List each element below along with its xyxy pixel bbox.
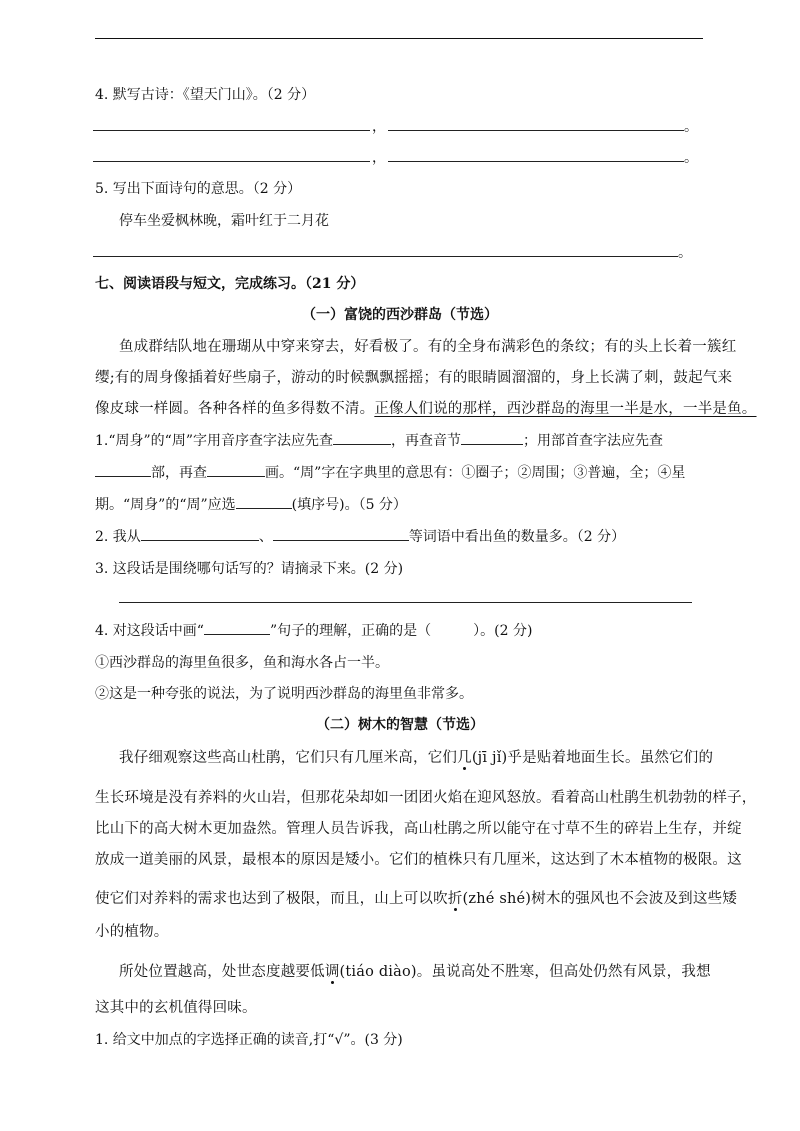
p-text: 使它们对养料的需求也达到了极限，而且，山上可以吹 bbox=[95, 891, 448, 907]
passage2-line: 小的植物。 bbox=[95, 924, 169, 940]
p-text: 树木的强风也不会波及到这些矮 bbox=[531, 891, 737, 907]
comma: ， bbox=[372, 119, 386, 135]
passage2-line: 比山下的高大树木更加盎然。管理人员告诉我，高山杜鹃之所以能守在寸草不生的碎岩上生存，并绽 bbox=[95, 821, 742, 837]
dotted-char: 几 bbox=[457, 750, 472, 766]
p2-q1-label: 1. 给文中加点的字选择正确的读音,打“√”。(3 分) bbox=[95, 1032, 403, 1048]
q-text: 2. 我从 bbox=[95, 529, 141, 545]
period: 。 bbox=[684, 119, 698, 135]
passage1-title: （一）富饶的西沙群岛（节选） bbox=[302, 307, 498, 323]
fill-blank[interactable] bbox=[461, 430, 523, 445]
section-heading: 七、阅读语段与短文，完成练习。（21 分） bbox=[95, 276, 365, 292]
passage2-line bbox=[95, 887, 737, 908]
option-1: ①西沙群岛的海里鱼很多，鱼和海水各占一半。 bbox=[95, 655, 389, 671]
period: 。 bbox=[678, 245, 692, 261]
q-text: 等词语中看出鱼的数量多。（2 分） bbox=[408, 529, 626, 545]
pinyin-choice[interactable]: (tiáo diào) bbox=[339, 964, 417, 980]
q-text: ）。(2 分) bbox=[473, 623, 533, 639]
q-text: ；用部首查字法应先查 bbox=[523, 433, 663, 449]
answer-line[interactable] bbox=[388, 130, 684, 131]
p-text: 乎是贴着地面生长。虽然它们的 bbox=[507, 750, 714, 766]
fill-blank[interactable] bbox=[207, 462, 265, 477]
q-text: (填序号)。（5 分） bbox=[291, 497, 407, 513]
q-text: 1.“周身”的“周”字用音序查字法应先查 bbox=[95, 433, 333, 449]
dotted-char: 折 bbox=[447, 891, 463, 907]
underlined-sentence: 正像人们说的那样，西沙群岛的海里一半是水，一半是鱼。 bbox=[374, 401, 757, 417]
p1-q4-line bbox=[95, 620, 532, 640]
q-text: 画。“周”字在字典里的意思有：①圈子；②周围；③普遍，全；④星 bbox=[265, 465, 686, 481]
passage1-line: 鱼成群结队地在珊瑚从中穿来穿去，好看极了。有的全身布满彩色的条纹；有的头上长着一簇红 bbox=[119, 339, 737, 355]
q5-poem: 停车坐爱枫林晚，霜叶红于二月花 bbox=[119, 213, 329, 229]
passage1-text: 像皮球一样圆。各种各样的鱼多得数不清。 bbox=[95, 401, 375, 417]
fill-blank[interactable] bbox=[141, 526, 259, 541]
q-text: 部，再查 bbox=[151, 465, 207, 481]
p1-q3-label: 3. 这段话是围绕哪句话写的？请摘录下来。(2 分) bbox=[95, 561, 404, 577]
answer-line[interactable] bbox=[119, 602, 692, 603]
p-text: 所处位置越高，处世态度越要低 bbox=[119, 964, 325, 980]
answer-line[interactable] bbox=[93, 161, 370, 162]
fill-blank bbox=[204, 620, 270, 635]
p1-q1-line bbox=[95, 462, 685, 482]
q-text: 4. 对这段话中画“ bbox=[95, 623, 204, 639]
fill-blank[interactable] bbox=[273, 526, 409, 541]
passage2-line bbox=[119, 746, 713, 767]
passage2-line bbox=[119, 960, 711, 981]
q-text: 、 bbox=[258, 529, 273, 545]
pinyin-choice[interactable]: (zhé shé) bbox=[462, 891, 532, 907]
fill-blank[interactable] bbox=[95, 462, 151, 477]
p1-q2-line bbox=[95, 526, 625, 546]
passage2-line: 生长环境是没有养料的火山岩，但那花朵却如一团团火焰在迎风怒放。看着高山杜鹃生机勃勃的样子， bbox=[95, 790, 757, 806]
passage2-line: 放成一道美丽的风景，最根本的原因是矮小。它们的植株只有几厘米，这达到了木本植物的极限。这 bbox=[95, 852, 742, 868]
header-rule bbox=[95, 38, 703, 39]
period: 。 bbox=[684, 150, 698, 166]
p-text: 。虽说高处不胜寒，但高处仍然有风景，我想 bbox=[416, 964, 711, 980]
q-text: ，再查音节 bbox=[391, 433, 461, 449]
q5-label: 5. 写出下面诗句的意思。（2 分） bbox=[95, 181, 302, 197]
answer-line[interactable] bbox=[388, 161, 684, 162]
p-text: 我仔细观察这些高山杜鹃，它们只有几厘米高，它们 bbox=[119, 750, 458, 766]
q-text: ”句子的理解，正确的是（ bbox=[269, 623, 432, 639]
dotted-char: 调 bbox=[324, 964, 340, 980]
q-text: 期。“周身”的“周”应选 bbox=[95, 497, 236, 513]
p1-q1-line bbox=[95, 494, 407, 514]
passage1-line: 缨;有的周身像插着好些扇子，游动的时候飘飘摇摇；有的眼睛圆溜溜的，身上长满了刺，鼓起气来 bbox=[95, 370, 733, 386]
pinyin-choice[interactable]: (jī jǐ) bbox=[471, 750, 508, 766]
option-2: ②这是一种夸张的说法，为了说明西沙群岛的海里鱼非常多。 bbox=[95, 686, 473, 702]
passage1-line bbox=[95, 397, 757, 418]
passage2-title: （二）树木的智慧（节选） bbox=[316, 717, 484, 733]
comma: ， bbox=[372, 150, 386, 166]
p1-q1-line bbox=[95, 430, 663, 450]
q4-label: 4. 默写古诗：《望天门山》。（2 分） bbox=[95, 87, 316, 103]
fill-blank[interactable] bbox=[236, 494, 292, 509]
answer-line[interactable] bbox=[93, 130, 370, 131]
fill-blank[interactable] bbox=[333, 430, 391, 445]
passage2-line: 这其中的玄机值得回味。 bbox=[95, 1000, 257, 1016]
answer-line[interactable] bbox=[93, 256, 678, 257]
